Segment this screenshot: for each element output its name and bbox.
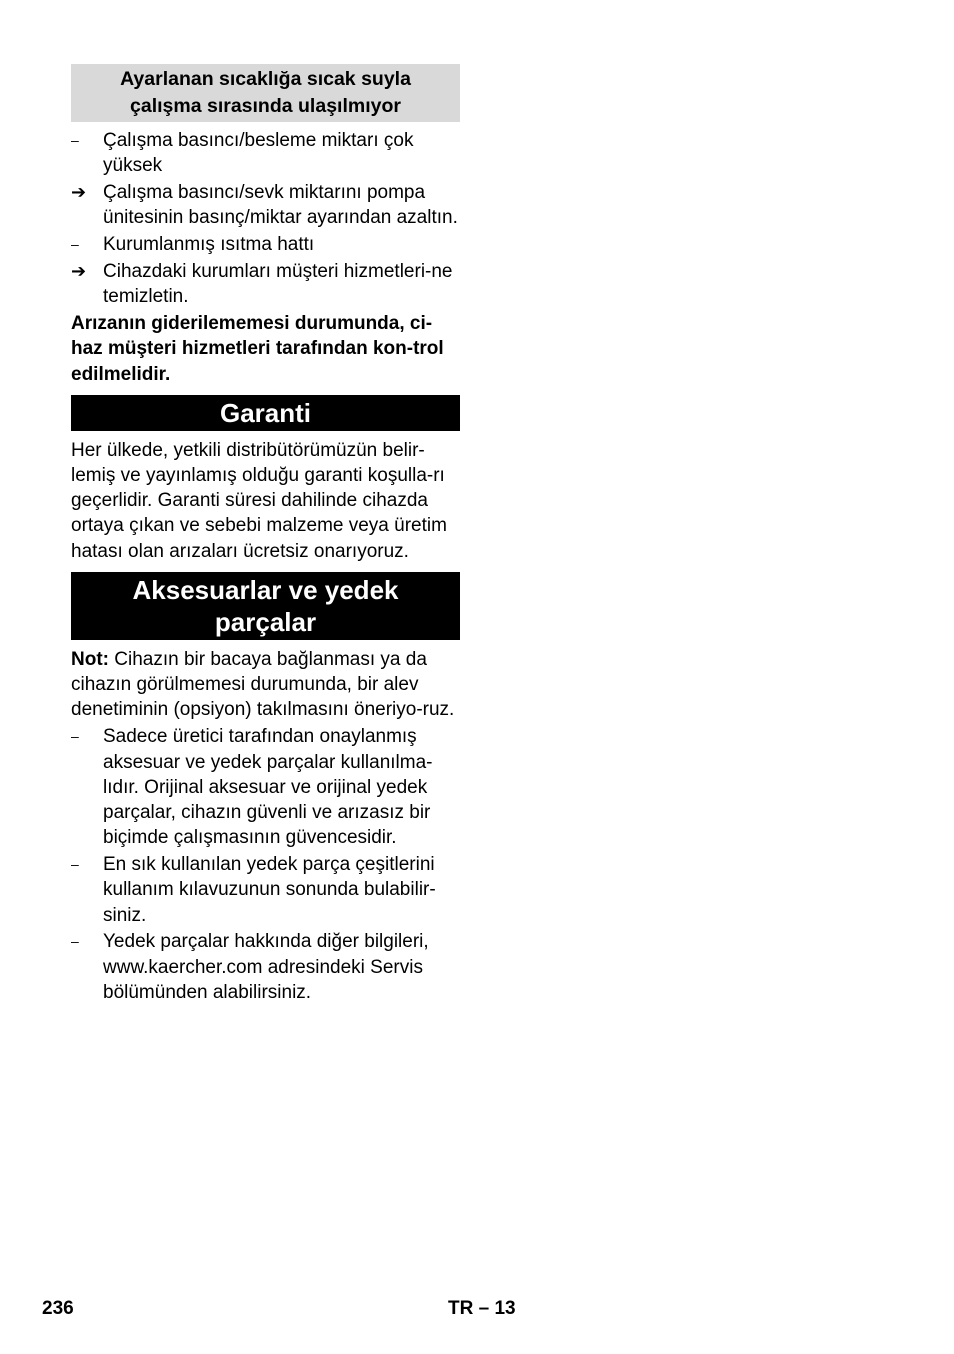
heading-line: Aksesuarlar ve yedek bbox=[132, 574, 399, 605]
item-text: Sadece üretici tarafından onaylanmış aksesuar ve yedek parçalar kullanılma-lıdır. Orijinal aksesuar ve orijinal yedek parçalar, cihazın güvenli ve arızasız bir biçimde çalışmasının güvencesidir. bbox=[103, 726, 433, 849]
note-text: Cihazın bir bacaya bağlanması ya da cihazın görülmemesi durumunda, bir alev denetiminin (opsiyon) takılmasını öneriyo-ruz. bbox=[71, 648, 455, 721]
accessories-list bbox=[71, 724, 460, 1005]
heading-line: parçalar bbox=[214, 606, 317, 637]
item-text: Çalışma basıncı/sevk miktarını pompa ünitesinin basınç/miktar ayarından azaltın. bbox=[103, 182, 458, 229]
heading-line: çalışma sırasında ulaşılmıyor bbox=[130, 95, 401, 117]
item-text: Cihazdaki kurumları müşteri hizmetleri-ne temizletin. bbox=[103, 261, 453, 308]
list-item bbox=[71, 128, 460, 178]
section-heading-warranty: Garanti bbox=[71, 395, 460, 431]
dash-bullet: – bbox=[71, 236, 79, 253]
section-heading-temperature bbox=[71, 64, 460, 122]
dash-bullet: – bbox=[71, 132, 79, 148]
heading-line: Ayarlanan sıcaklığa sıcak suyla bbox=[120, 68, 411, 90]
note-label: Not: bbox=[71, 648, 109, 670]
troubleshoot-list bbox=[71, 128, 460, 309]
item-text: Kurumlanmış ısıtma hattı bbox=[103, 234, 315, 256]
item-text: En sık kullanılan yedek parça çeşitlerini kullanım kılavuzunun sonunda bulabilir-siniz. bbox=[103, 854, 436, 926]
dash-bullet: – bbox=[71, 728, 79, 745]
page-reference: TR – 13 bbox=[448, 1298, 516, 1319]
item-text: Yedek parçalar hakkında diğer bilgileri, www.kaercher.com adresindeki Servis bölümünden alabilirsiniz. bbox=[103, 931, 429, 1003]
list-item bbox=[71, 232, 460, 257]
page-number: 236 bbox=[42, 1298, 74, 1319]
dash-bullet: – bbox=[71, 856, 79, 873]
list-item bbox=[71, 929, 460, 1005]
item-text: Çalışma basıncı/besleme miktarı çok yüksek bbox=[103, 130, 414, 177]
arrow-right-icon: ➔ bbox=[71, 182, 87, 203]
warranty-text: Her ülkede, yetkili distribütörümüzün belir-lemiş ve yayınlamış olduğu garanti koşulla-rı geçerlidir. Garanti süresi dahilinde cihazda ortaya çıkan ve sebebi malzeme veya üretim hatası olan arızaları ücretsiz onarıyoruz. bbox=[71, 439, 447, 562]
list-item bbox=[71, 724, 460, 850]
list-item bbox=[71, 180, 460, 230]
arrow-right-icon: ➔ bbox=[71, 261, 87, 282]
list-item bbox=[71, 259, 460, 309]
dash-bullet: – bbox=[71, 933, 79, 950]
list-item bbox=[71, 852, 460, 928]
accessories-note bbox=[71, 647, 460, 723]
service-note: Arızanın giderilememesi durumunda, ci-haz müşteri hizmetleri tarafından kon-trol edilmelidir. bbox=[71, 313, 444, 385]
section-heading-accessories bbox=[71, 572, 460, 640]
content-column bbox=[71, 64, 460, 1007]
